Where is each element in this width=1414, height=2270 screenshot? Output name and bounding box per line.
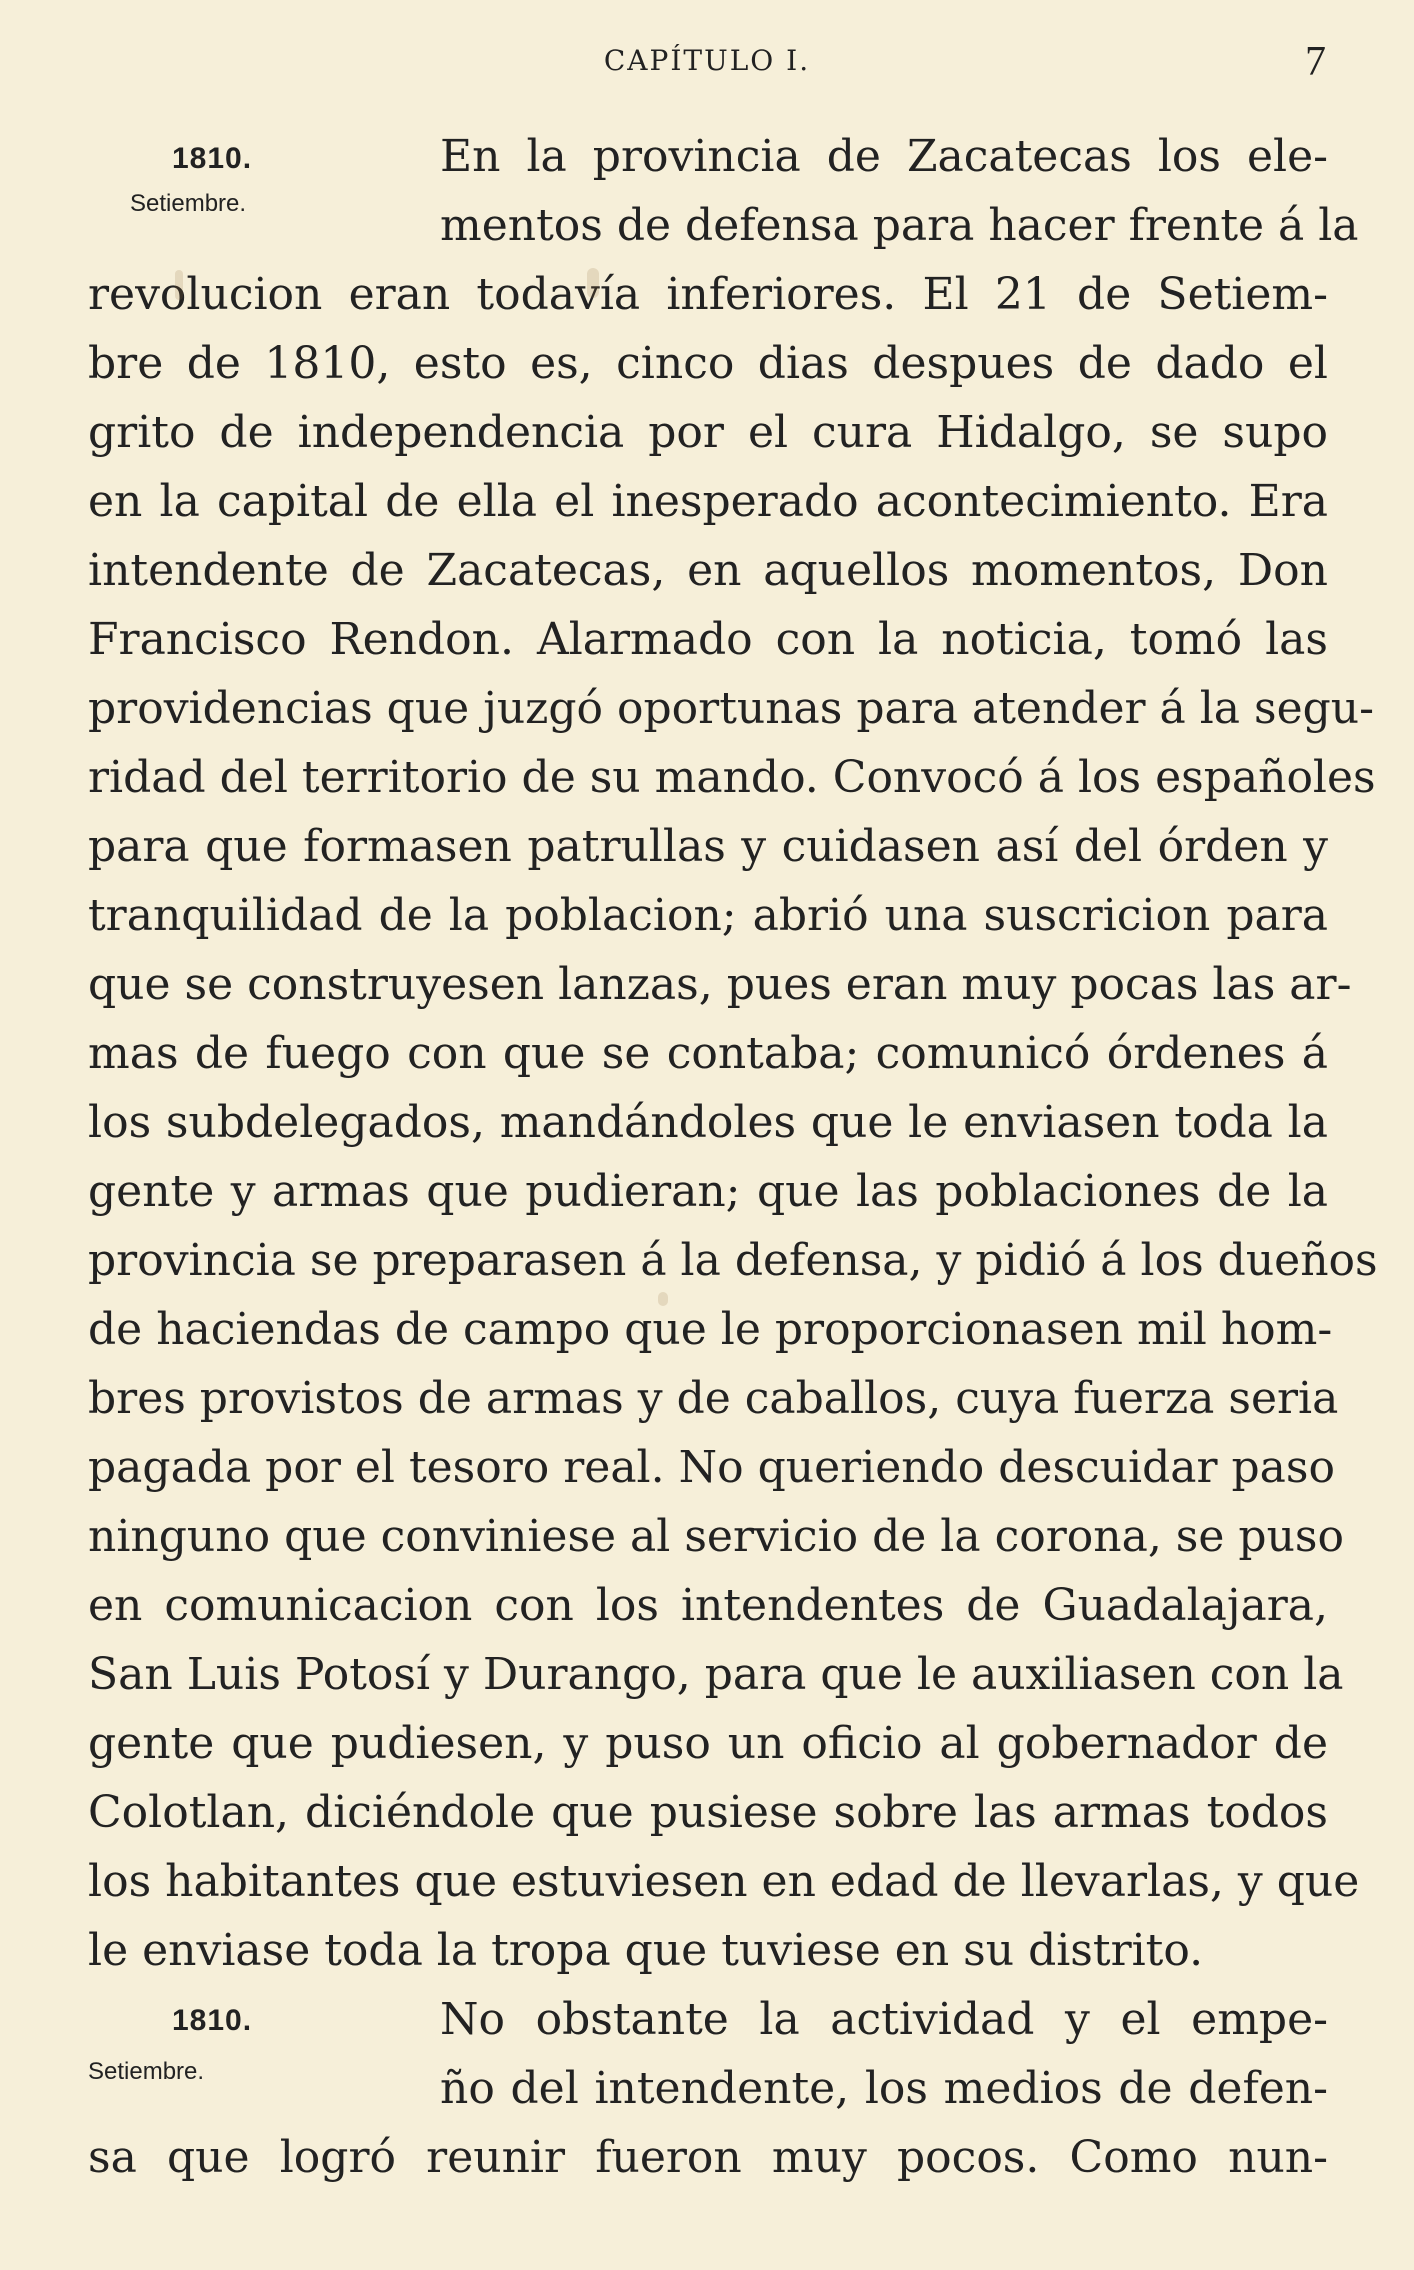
paper-stain xyxy=(587,268,599,298)
paper-stain xyxy=(175,270,183,300)
text-line: que se construyesen lanzas, pues eran muy pocas las ar- xyxy=(88,959,1352,1010)
text-line: para que formasen patrullas y cuidasen así del órden y xyxy=(88,821,1328,872)
page-number: 7 xyxy=(1305,39,1326,85)
text-line: de haciendas de campo que le proporcionasen mil hom- xyxy=(88,1304,1333,1355)
text-line: provincia se preparasen á la defensa, y pidió á los dueños xyxy=(88,1235,1378,1286)
text-line: intendente de Zacatecas, en aquellos momentos, Don xyxy=(88,545,1328,596)
text-line: Colotlan, diciéndole que pusiese sobre las armas todos xyxy=(88,1787,1328,1838)
margin-note-month: Setiembre. xyxy=(88,2058,205,2085)
text-line: grito de independencia por el cura Hidalgo, se supo xyxy=(88,407,1328,458)
text-line: mentos de defensa para hacer frente á la xyxy=(440,200,1359,251)
text-line: ridad del territorio de su mando. Convocó á los españoles xyxy=(88,752,1376,803)
running-title: CAPÍTULO I. xyxy=(603,44,811,77)
text-line: ño del intendente, los medios de defen- xyxy=(440,2063,1328,2114)
paper-stain xyxy=(658,1292,668,1306)
text-line: En la provincia de Zacatecas los ele- xyxy=(440,131,1328,182)
text-line: revolucion eran todavía inferiores. El 21 de Setiem- xyxy=(88,269,1328,320)
text-line: en la capital de ella el inesperado acontecimiento. Era xyxy=(88,476,1328,527)
margin-note-year: 1810. xyxy=(172,2004,253,2037)
text-line: ninguno que conviniese al servicio de la corona, se puso xyxy=(88,1511,1344,1562)
body-text xyxy=(88,122,1378,2192)
text-line: mas de fuego con que se contaba; comunicó órdenes á xyxy=(88,1028,1328,1079)
text-line: le enviase toda la tropa que tuviese en su distrito. xyxy=(88,1925,1204,1976)
text-line: gente y armas que pudieran; que las poblaciones de la xyxy=(88,1166,1328,1217)
text-line: bre de 1810, esto es, cinco dias despues de dado el xyxy=(88,338,1328,389)
text-line: providencias que juzgó oportunas para atender á la segu- xyxy=(88,683,1375,734)
margin-note-year: 1810. xyxy=(172,142,253,175)
text-line: pagada por el tesoro real. No queriendo descuidar paso xyxy=(88,1442,1335,1493)
text-line: los subdelegados, mandándoles que le enviasen toda la xyxy=(88,1097,1328,1148)
text-line: los habitantes que estuviesen en edad de llevarlas, y que xyxy=(88,1856,1360,1907)
text-line: en comunicacion con los intendentes de Guadalajara, xyxy=(88,1580,1328,1631)
text-line: Francisco Rendon. Alarmado con la noticia, tomó las xyxy=(88,614,1328,665)
text-line: tranquilidad de la poblacion; abrió una suscricion para xyxy=(88,890,1328,941)
text-line: bres provistos de armas y de caballos, cuya fuerza seria xyxy=(88,1373,1339,1424)
text-line: sa que logró reunir fueron muy pocos. Como nun- xyxy=(88,2132,1328,2183)
margin-note-month: Setiembre. xyxy=(130,190,247,217)
text-line: No obstante la actividad y el empe- xyxy=(440,1994,1328,2045)
text-line: gente que pudiesen, y puso un oficio al gobernador de xyxy=(88,1718,1328,1769)
text-line: San Luis Potosí y Durango, para que le auxiliasen con la xyxy=(88,1649,1344,1700)
